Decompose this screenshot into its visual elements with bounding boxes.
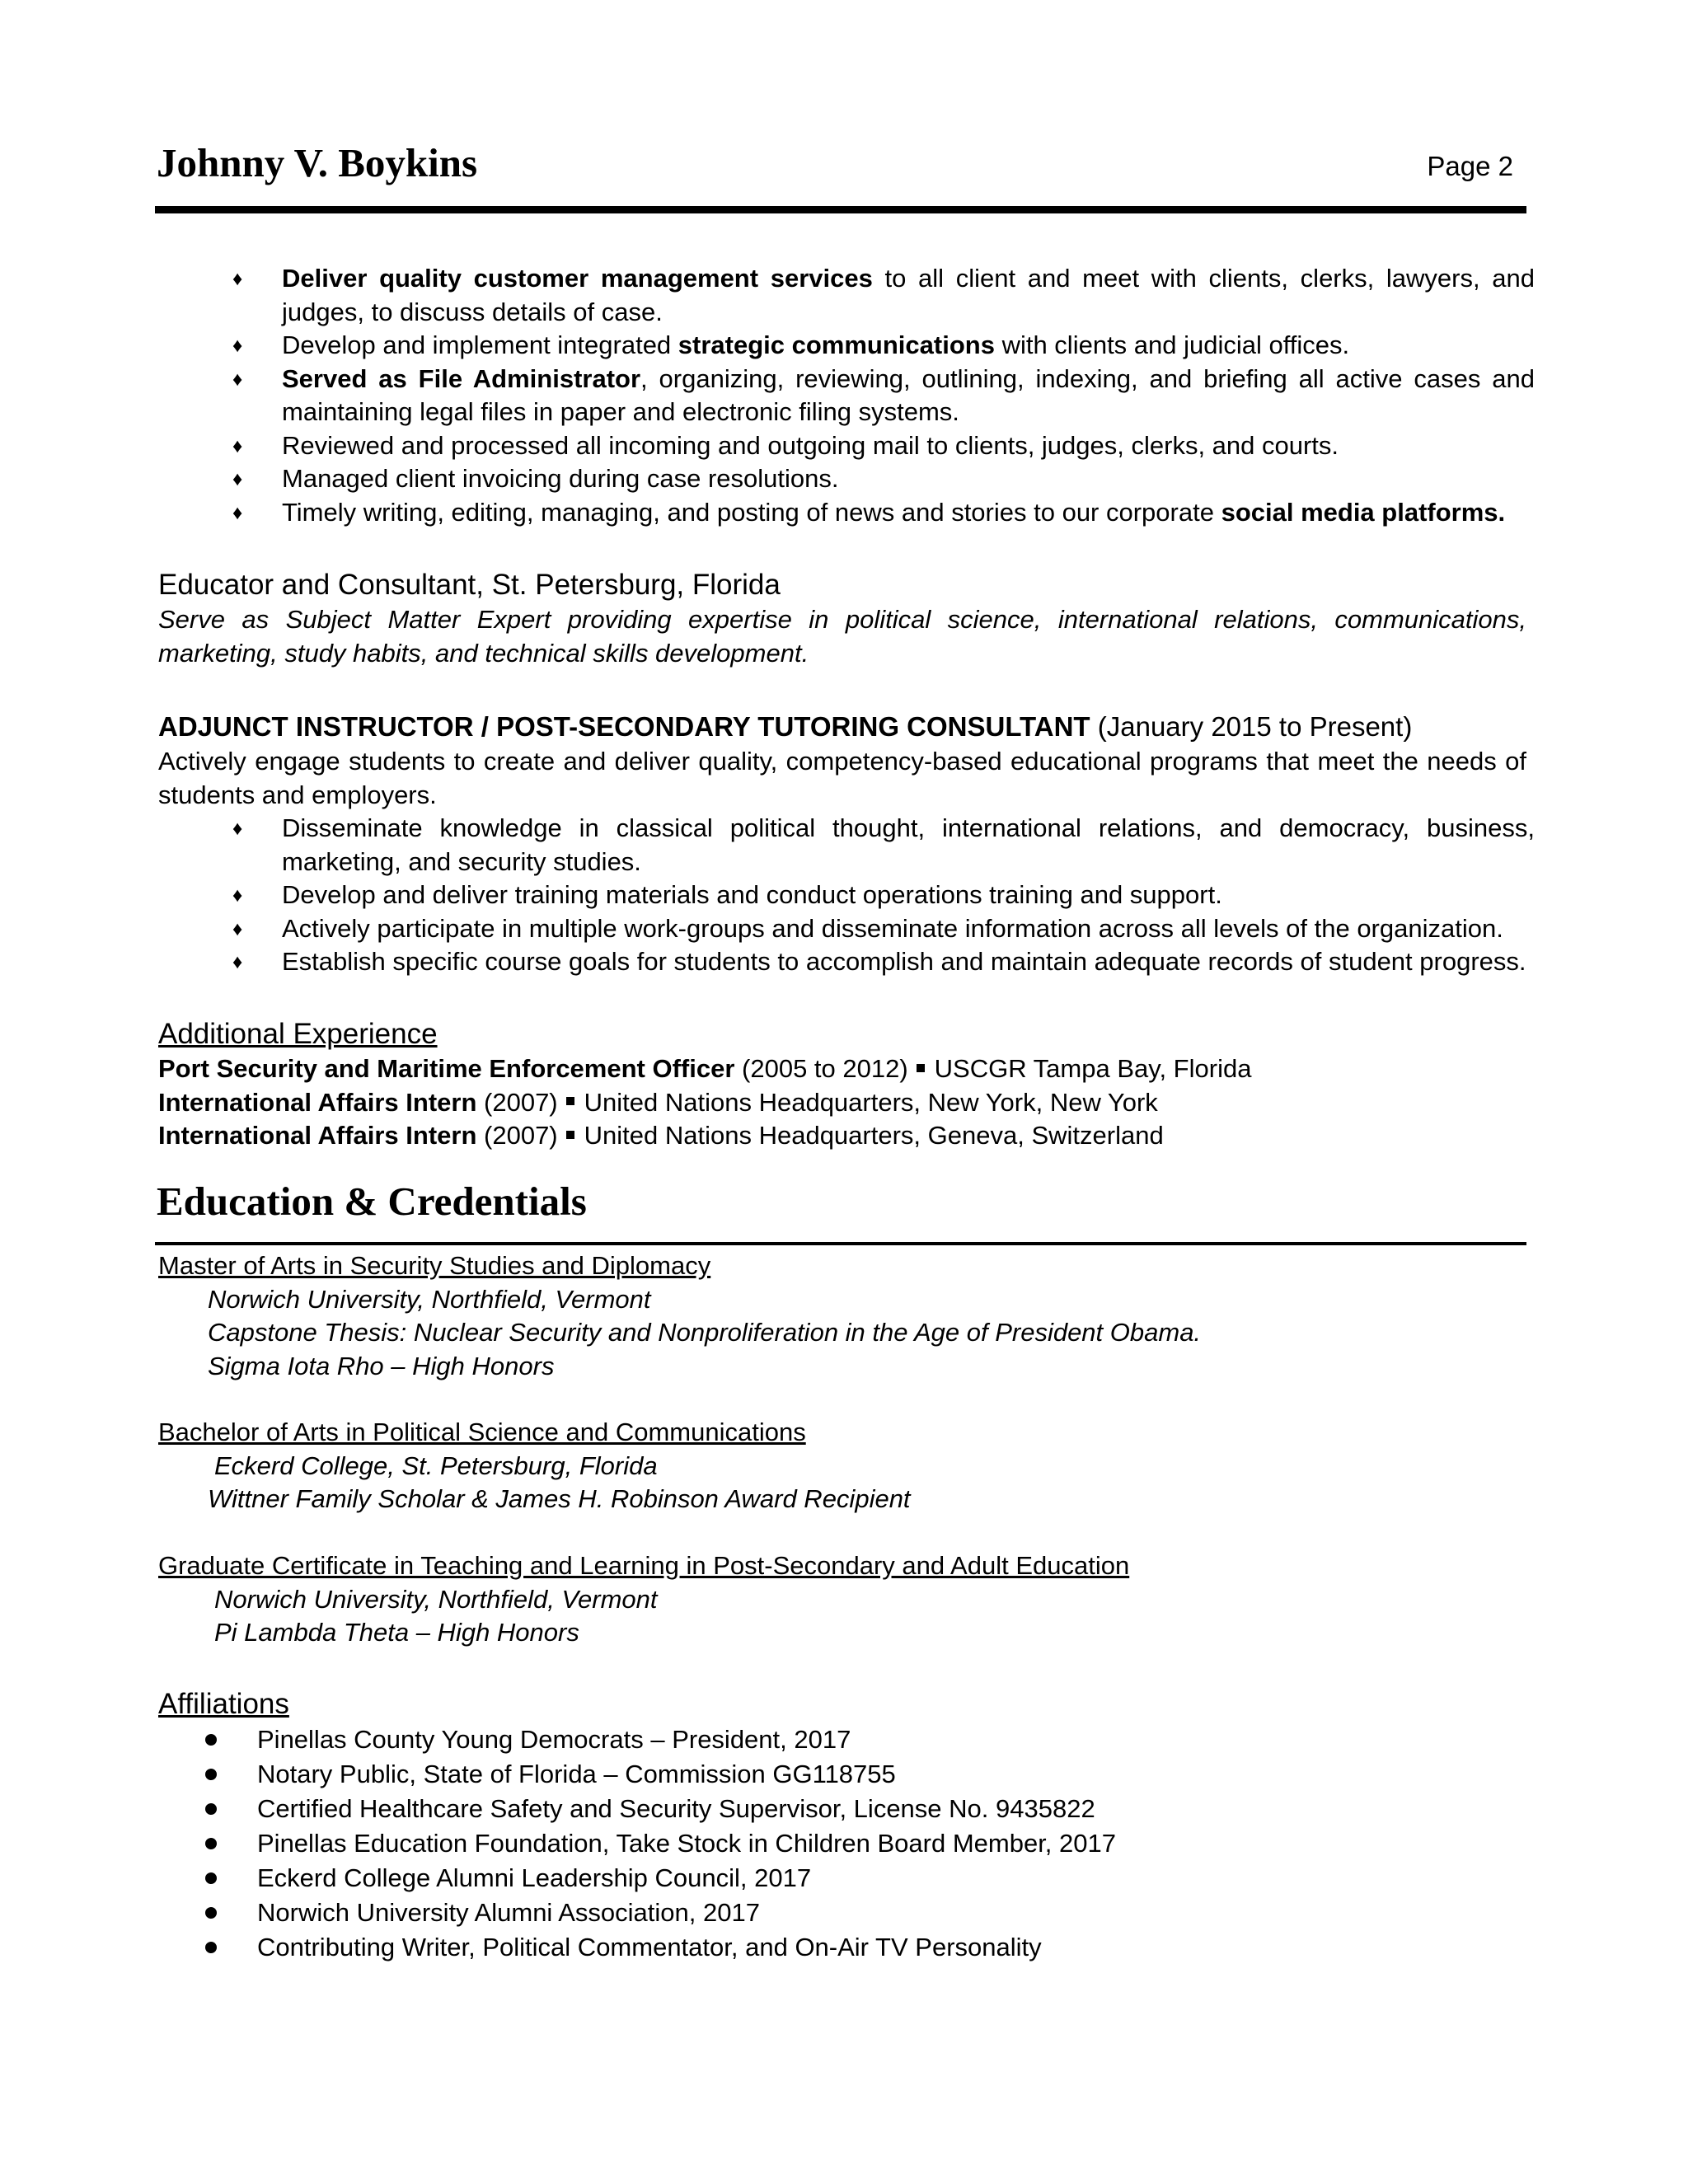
section-divider [155,1242,1526,1245]
list-item [158,496,1535,530]
experience-years: (2007) [476,1087,558,1117]
bullet-text: Develop and deliver training materials and conduct operations training and support. [282,880,1222,909]
degree-detail: Eckerd College, St. Petersburg, Florida [214,1451,658,1480]
diamond-bullet-icon: ♦ [232,818,243,840]
page-number: Page 2 [1427,151,1513,181]
diamond-bullet-icon: ♦ [232,917,243,940]
role-heading [158,709,1533,745]
diamond-bullet-icon: ♦ [232,335,243,357]
list-item [158,429,1535,463]
square-bullet-icon [917,1064,925,1072]
bullet-dot-icon [205,1838,217,1849]
experience-years: (2005 to 2012) [734,1054,908,1083]
role-title: ADJUNCT INSTRUCTOR / POST-SECONDARY TUTORING CONSULTANT [158,711,1090,742]
experience-title: International Affairs Intern [158,1087,477,1117]
degree-detail: Norwich University, Northfield, Vermont [214,1584,658,1614]
bullet-text: Timely writing, editing, managing, and posting of news and stories to our corporate [282,497,1221,527]
degree-detail: Capstone Thesis: Nuclear Security and Nonproliferation in the Age of President Obama. [208,1318,1202,1347]
affiliation-text: Pinellas Education Foundation, Take Stock in Children Board Member, 2017 [257,1829,1116,1858]
position-description: Serve as Subject Matter Expert providing expertise in political science, international relations, communications, marketing, study habits, and technical skills development. [158,605,1526,668]
experience-years: (2007) [476,1121,558,1150]
bullet-text: Develop and implement integrated [282,330,678,359]
legal-duties-section [158,262,1533,529]
affiliations-list [158,1722,1533,1965]
degree-title: Graduate Certificate in Teaching and Learning in Post-Secondary and Adult Education [158,1551,1130,1580]
list-item [158,1826,1533,1861]
bullet-dot-icon [205,1803,217,1815]
degree-detail: Pi Lambda Theta – High Honors [214,1618,579,1647]
bullet-dot-icon [205,1942,217,1953]
legal-duties-list [158,262,1533,529]
affiliation-text: Contributing Writer, Political Commentator, and On-Air TV Personality [257,1933,1042,1961]
diamond-bullet-icon: ♦ [232,368,243,391]
list-item [158,912,1535,946]
bullet-text: with clients and judicial offices. [994,330,1350,359]
degree-detail: Sigma Iota Rho – High Honors [208,1351,555,1380]
additional-experience-section [158,1016,1533,1153]
bullet-dot-icon [205,1907,217,1919]
experience-item [158,1052,1533,1086]
educator-section [158,567,1533,670]
list-item [158,812,1535,879]
affiliation-text: Norwich University Alumni Association, 2017 [257,1898,760,1927]
square-bullet-icon [566,1131,574,1139]
list-item [158,1722,1533,1757]
list-item [158,1896,1533,1930]
diamond-bullet-icon: ♦ [232,951,243,973]
diamond-bullet-icon: ♦ [232,468,243,490]
experience-item [158,1086,1533,1120]
degree-title: Bachelor of Arts in Political Science and Communications [158,1418,806,1446]
affiliation-text: Certified Healthcare Safety and Security Supervisor, License No. 9435822 [257,1794,1095,1823]
bullet-bold-tail: social media platforms. [1221,497,1506,527]
affiliation-text: Eckerd College Alumni Leadership Council, 2017 [257,1863,812,1892]
position-title: Educator and Consultant, St. Petersburg, Florida [158,569,781,601]
role-dates: (January 2015 to Present) [1090,711,1413,742]
section-subheading: Affiliations [158,1688,289,1720]
bullet-dot-icon [205,1872,217,1884]
diamond-bullet-icon: ♦ [232,884,243,907]
degree-entry [158,1549,1533,1650]
bullet-bold-lead: Deliver quality customer management services [282,264,873,293]
degree-detail: Wittner Family Scholar & James H. Robinson Award Recipient [208,1484,911,1513]
bullet-text: , organizing, reviewing, outlining, indexing, and briefing all active cases and maintaining legal files in paper and electronic filing systems. [282,363,1535,426]
bullet-bold-lead: Served as File Administrator [282,363,641,393]
experience-item [158,1119,1533,1153]
diamond-bullet-icon: ♦ [232,268,243,290]
experience-place: USCGR Tampa Bay, Florida [934,1054,1252,1083]
bullet-dot-icon [205,1769,217,1780]
degree-entry [158,1416,1533,1516]
list-item [158,262,1535,329]
list-item [158,879,1535,912]
section-subheading: Additional Experience [158,1018,438,1050]
experience-place: United Nations Headquarters, Geneva, Switzerland [584,1121,1164,1150]
header-divider [155,206,1526,213]
bullet-dot-icon [205,1734,217,1746]
page-header [157,138,1523,213]
list-item [158,363,1535,429]
bullet-text: Disseminate knowledge in classical political thought, international relations, and democracy, business, marketing, and security studies. [282,813,1535,876]
list-item [158,1792,1533,1826]
bullet-text: Managed client invoicing during case resolutions. [282,464,839,493]
affiliation-text: Pinellas County Young Democrats – President, 2017 [257,1725,851,1754]
bullet-text: Reviewed and processed all incoming and outgoing mail to clients, judges, clerks, and courts. [282,430,1339,460]
square-bullet-icon [566,1097,574,1105]
candidate-name: Johnny V. Boykins [157,140,478,185]
diamond-bullet-icon: ♦ [232,501,243,524]
experience-title: Port Security and Maritime Enforcement Officer [158,1054,735,1083]
adjunct-section [158,709,1533,979]
list-item [158,1757,1533,1792]
degree-title: Master of Arts in Security Studies and Diplomacy [158,1251,711,1280]
bullet-text: Establish specific course goals for students to accomplish and maintain adequate records of student progress. [282,947,1526,976]
diamond-bullet-icon: ♦ [232,434,243,457]
bullet-text: to all client and meet with clients, clerks, lawyers, and judges, to discuss details of case. [282,264,1535,326]
affiliation-text: Notary Public, State of Florida – Commission GG118755 [257,1760,896,1788]
section-heading: Education & Credentials [157,1179,587,1224]
list-item [158,1930,1533,1965]
list-item [158,945,1535,979]
degree-detail: Norwich University, Northfield, Vermont [208,1284,651,1314]
affiliations-section [158,1686,1533,1965]
experience-place: United Nations Headquarters, New York, New York [584,1087,1158,1117]
role-summary: Actively engage students to create and deliver quality, competency-based educational programs that meet the needs of students and employers. [158,747,1526,809]
bullet-text: Actively participate in multiple work-groups and disseminate information across all levels of the organization. [282,913,1503,943]
list-item [158,1861,1533,1896]
bullet-bold-phrase: strategic communications [678,330,995,359]
adjunct-duties-list [158,812,1533,979]
list-item [158,462,1535,496]
degree-entry [158,1249,1533,1383]
experience-title: International Affairs Intern [158,1121,477,1150]
list-item [158,329,1535,363]
